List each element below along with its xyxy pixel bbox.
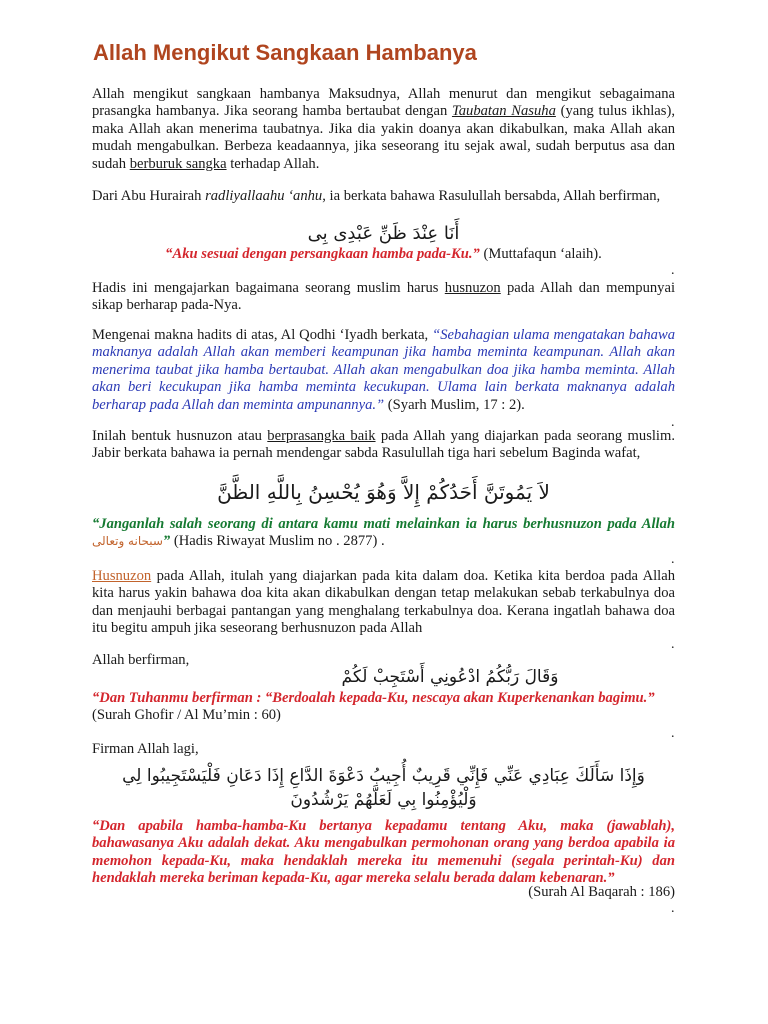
hadith-2-quote-end: ” bbox=[162, 533, 171, 550]
hadith-intro-c: , ia berkata bahawa Rasulullah bersabda, Allah berfirman, bbox=[322, 188, 661, 204]
page-title: Allah Mengikut Sangkaan Hambanya bbox=[93, 40, 477, 65]
hadith-2-reference: (Hadis Riwayat Muslim no . 2877) . bbox=[170, 533, 385, 550]
allah-berfirman-label: Allah berfirman, bbox=[92, 652, 190, 668]
husnuzon-text-c: pada Allah dan mempunyai sikap berharap pada-Nya. bbox=[92, 280, 675, 314]
ghofir-quote: “Dan Tuhanmu berfirman : “Berdoalah kepada-Ku, nescaya akan Kuperkenankan bagimu.” bbox=[92, 690, 655, 706]
arabic-ghofir-verse: وَقَالَ رَبُّكُمُ ادْعُونِي أَسْتَجِبْ لَكُمْ bbox=[341, 667, 559, 687]
intro-text-e: terhadap Allah. bbox=[226, 155, 320, 172]
hadith-1-translation bbox=[92, 246, 675, 263]
separator-dot: . bbox=[671, 726, 675, 741]
husnuzon-paragraph bbox=[92, 280, 675, 315]
baqarah-translation bbox=[92, 818, 675, 888]
arabic-baqarah-verse: وَإِذَا سَأَلَكَ عِبَادِي عَنِّي فَإِنِّي قَرِيبٌ أُجِيبُ دَعْوَةَ الدَّاعِ إِذَا دَعَانِ فَلْيَسْتَجِيبُوا لِي وَلْيُؤْمِنُوا بِي لَعَلَّهُمْ يَرْشُدُونَ bbox=[122, 766, 645, 810]
separator-dot: . bbox=[671, 637, 675, 652]
separator-dot: . bbox=[671, 263, 675, 278]
separator-dot: . bbox=[671, 415, 675, 430]
berburuk-sangka-term: berburuk sangka bbox=[129, 155, 227, 172]
hadith-2-translation bbox=[92, 516, 675, 551]
husnuzon-text-a: Hadis ini mengajarkan bagaimana seorang muslim harus bbox=[92, 280, 445, 296]
separator-dot: . bbox=[671, 552, 675, 567]
hadith-1-quote: “Aku sesuai dengan persangkaan hamba pada-Ku.” bbox=[165, 246, 480, 262]
baqarah-reference: (Surah Al Baqarah : 186) bbox=[528, 884, 675, 900]
prasangka-text-c: pada Allah yang diajarkan pada seorang muslim. Jabir berkata bahawa ia pernah mendengar sabda Rasulullah tiga hari sebelum Baginda wafat, bbox=[92, 428, 675, 462]
firman-allah-lagi-label: Firman Allah lagi, bbox=[92, 741, 199, 757]
qodhi-text-a: Mengenai makna hadits di atas, Al Qodhi ‘Iyadh berkata, bbox=[92, 327, 433, 343]
prasangka-text-a: Inilah bentuk husnuzon atau bbox=[92, 428, 268, 444]
taubatan-nasuha-term: Taubatan Nasuha bbox=[451, 103, 556, 120]
radliyallaahu-anhu: radliyallaahu ‘anhu bbox=[205, 188, 323, 204]
hadith-intro-a: Dari Abu Hurairah bbox=[92, 188, 206, 204]
husnuzon-link[interactable]: Husnuzon bbox=[92, 568, 152, 584]
baqarah-quote: “Dan apabila hamba-hamba-Ku bertanya kepadamu tentang Aku, maka (jawablah), bahawasanya Aku adalah dekat. Aku mengabulkan permohonan orang yang berdoa apabila ia memohon kepada-Ku, maka hendaklah mereka itu memenuhi (segala perintah-Ku) dan hendaklah mereka beriman kepada-Ku, agar mereka selalu berada dalam kebenaran.” bbox=[92, 818, 675, 887]
intro-text-c: (yang tulus ikhlas), maka Allah akan menerima taubatnya. Jika dia yakin doanya akan dikabulkan, maka Allah akan mudah mengabulkan. Berbeza keadaannya, jika seseorang itu sejak awal, sudah berputus asa dan sudah bbox=[92, 103, 675, 172]
intro-text-a: Allah mengikut sangkaan hambanya Maksudnya, Allah menurut dan mengikut sebagaimana prasangka hambanya. Jika seorang hamba bertaubat dengan bbox=[92, 86, 675, 120]
doa-text: pada Allah, itulah yang diajarkan pada kita dalam doa. Ketika kita berdoa pada Allah kita harus yakin bahawa doa kita akan dikabulkan dengan tetap melakukan sebab terkabulnya doa dan menjauhi berbagai pantangan yang menghalang terkabulnya doa. Kerana ingatlah bahawa doa itu begitu ampuh jika seseorang berhusnuzon pada Allah bbox=[92, 568, 675, 637]
qodhi-quote: “Sebahagian ulama mengatakan bahawa maknanya adalah Allah akan memberi keampunan jika hamba meminta keampunan. Allah akan menerima taubat jika hamba bertaubat. Allah akan mengabulkan doa jika hamba meminta. Allah akan beri kecukupan jika hamba meminta kecukupan. Ulama lain berkata maknanya adalah berharap pada Allah dan meminta ampunannya.” bbox=[92, 327, 675, 413]
husnuzon-term: husnuzon bbox=[444, 280, 501, 296]
ghofir-translation bbox=[92, 690, 675, 725]
berprasangka-baik-term: berprasangka baik bbox=[267, 428, 376, 444]
doa-paragraph bbox=[92, 568, 675, 638]
hadith-1-reference: (Muttafaqun ‘alaih). bbox=[479, 246, 602, 262]
prasangka-paragraph bbox=[92, 428, 675, 463]
separator-dot: . bbox=[671, 901, 675, 916]
qodhi-iyadh-paragraph bbox=[92, 327, 675, 414]
arabic-hadith-1: أَنَا عِنْدَ ظَنِّ عَبْدِى بِى bbox=[307, 223, 460, 244]
intro-paragraph bbox=[92, 86, 675, 173]
ghofir-reference: (Surah Ghofir / Al Mu’min : 60) bbox=[92, 707, 281, 724]
arabic-hadith-2: لاَ يَمُوتَنَّ أَحَدُكُمْ إِلاَّ وَهُوَ يُحْسِنُ بِاللَّهِ الظَّنَّ bbox=[217, 480, 550, 504]
hadith-intro-paragraph bbox=[92, 188, 675, 205]
hadith-2-quote: “Janganlah salah seorang di antara kamu mati melainkan ia harus berhusnuzon pada Allah bbox=[92, 516, 675, 532]
qodhi-reference: (Syarh Muslim, 17 : 2). bbox=[384, 396, 525, 413]
subhanahu-wa-taala: سبحانه وتعالى bbox=[92, 534, 163, 549]
